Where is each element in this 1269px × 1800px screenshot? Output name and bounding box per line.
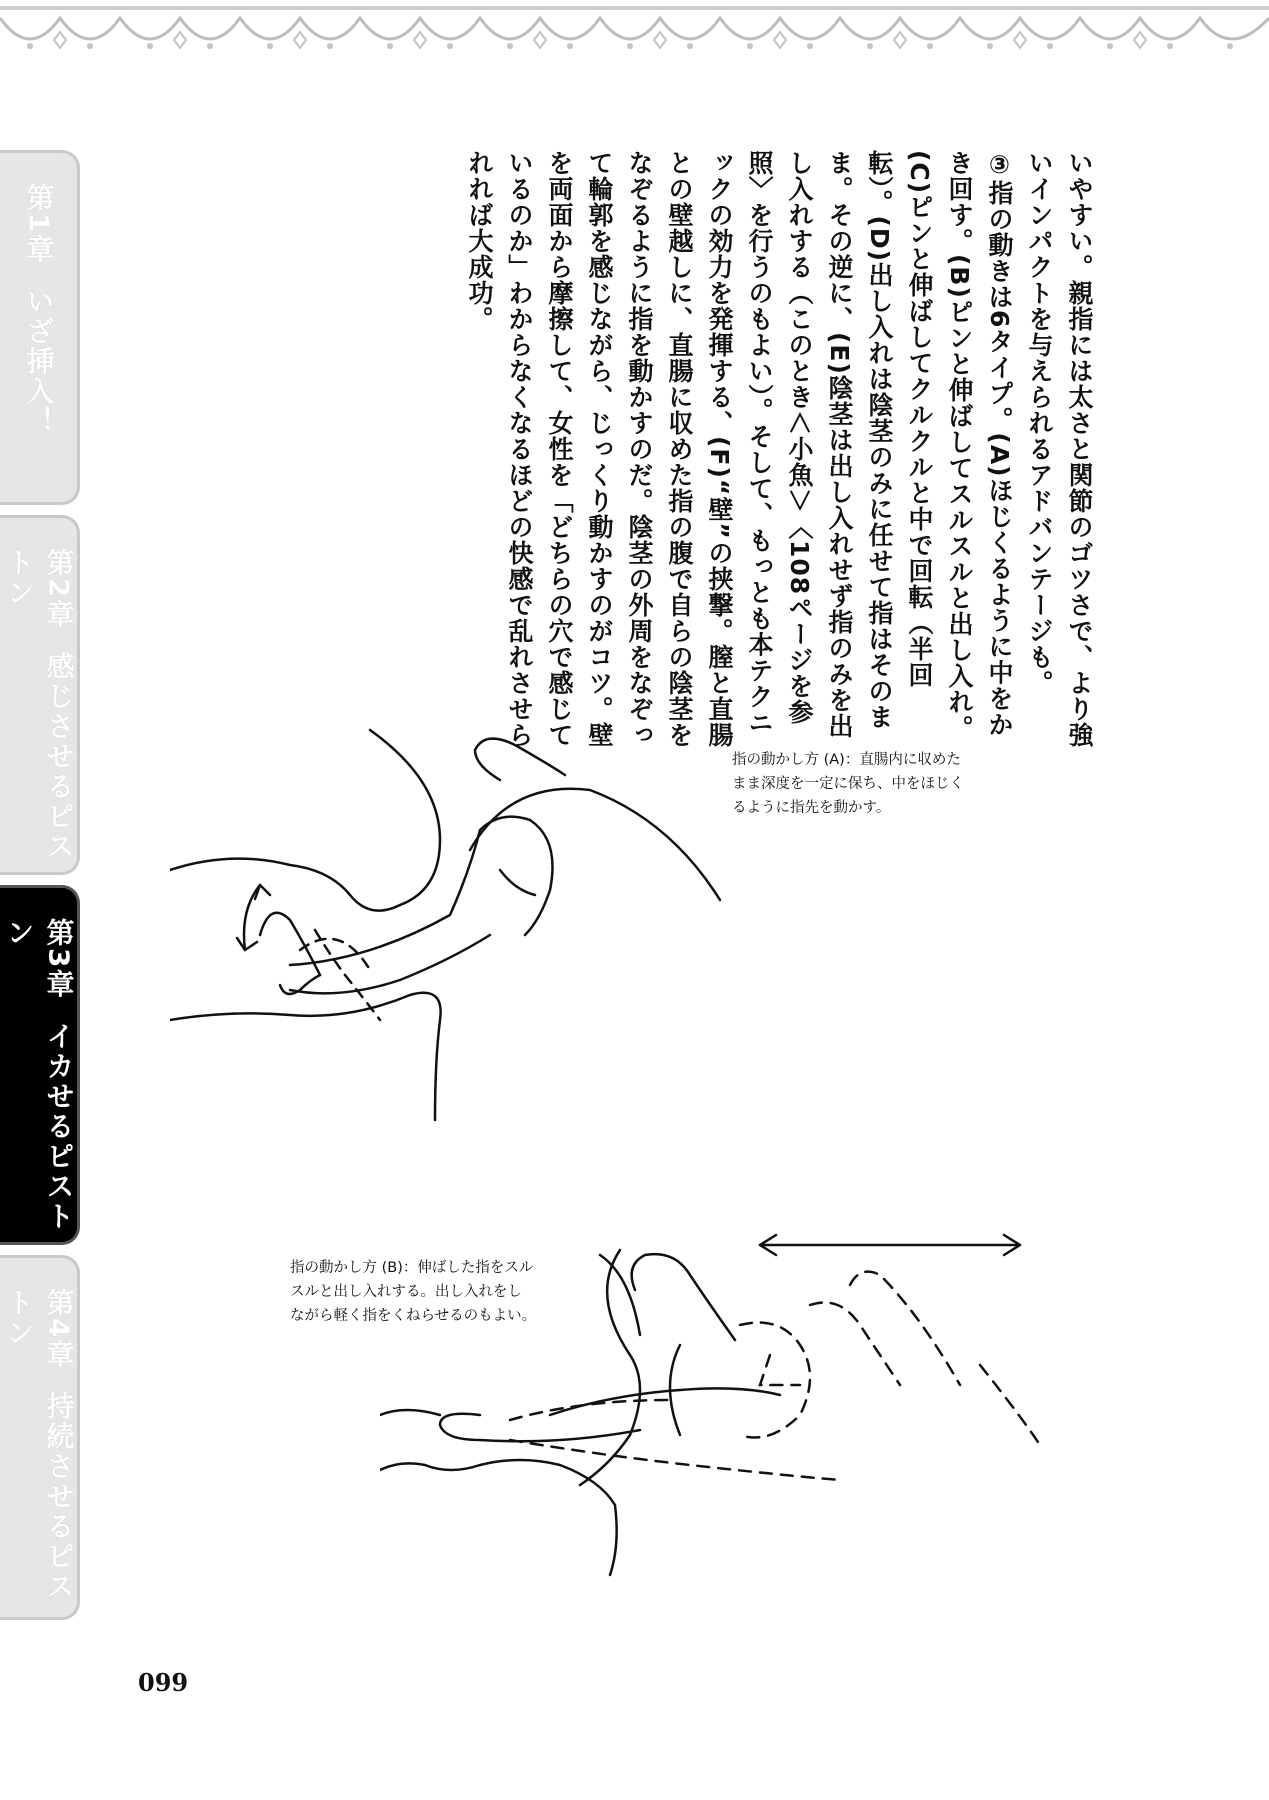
body-text	[459, 150, 1099, 750]
chapter-tab-4[interactable]	[0, 1255, 80, 1620]
chapter-tab-1[interactable]	[0, 150, 80, 505]
body-paragraph-2: ③指の動きは6タイプ。(A)ほじくるように中をかき回す。(B)ピンと伸ばしてスルスルと出し入れ。(C)ピンと伸ばしてクルクルと中で回転（半回転）。(D)出し入れは陰茎のみに任せて指はそのまま。その逆に、(E)陰茎は出し入れせず指のみを出し入れする（このとき＜小魚＞〈108ページを参照〉を行うのもよい）。そして、もっとも本テクニックの効力を発揮する、(F)“壁”の挟撃。膣と直腸との壁越しに、直腸に収めた指の腹で自らの陰茎をなぞるように指を動かすのだ。陰茎の外周をなぞって輪郭を感じながら、じっくり動かすのがコツ。壁を両面から摩擦して、女性を「どちらの穴で感じているのか」わからなくなるほどの快感で乱れさせられれば大成功。	[465, 150, 1014, 748]
chapter-tab-number: 第2章	[42, 548, 76, 630]
chapter-tab-3-active[interactable]	[0, 885, 80, 1245]
chapter-tab-title: 持続させるピストン	[2, 1288, 76, 1602]
page-number: 099	[138, 1668, 189, 1697]
chapter-tab-title: イカせるピストン	[2, 918, 76, 1232]
chapter-tab-label	[19, 153, 59, 502]
caption-finger-motion-b: 指の動かし方 (B)：伸ばした指をスル スルと出し入れする。出し入れをし ながら軽く指をくねらせるのもよい。	[290, 1260, 537, 1324]
chapter-tab-2[interactable]	[0, 515, 80, 875]
chapter-tab-title: 感じさせるピストン	[2, 548, 76, 862]
top-ornament-border	[0, 0, 1269, 80]
chapter-tab-label	[0, 1258, 79, 1617]
chapter-tab-number: 第3章	[42, 918, 76, 1000]
chapter-tabs	[0, 150, 80, 1620]
body-paragraph-1: いやすい。親指には太さと関節のゴツさで、より強いインパクトを与えられるアドバンテージも。	[1025, 150, 1094, 748]
chapter-tab-number: 第1章	[22, 183, 56, 265]
chapter-tab-title: いざ挿入！	[22, 286, 56, 437]
caption-finger-motion-a: 指の動かし方 (A)：直腸内に収めた まま深度を一定に保ち、中をほじく るように指先を動かす。	[732, 752, 964, 816]
chapter-tab-label	[0, 888, 79, 1242]
chapter-tab-label	[0, 518, 79, 872]
chapter-tab-number: 第4章	[42, 1288, 76, 1370]
illustration-finger-motion-b	[380, 1215, 1100, 1635]
